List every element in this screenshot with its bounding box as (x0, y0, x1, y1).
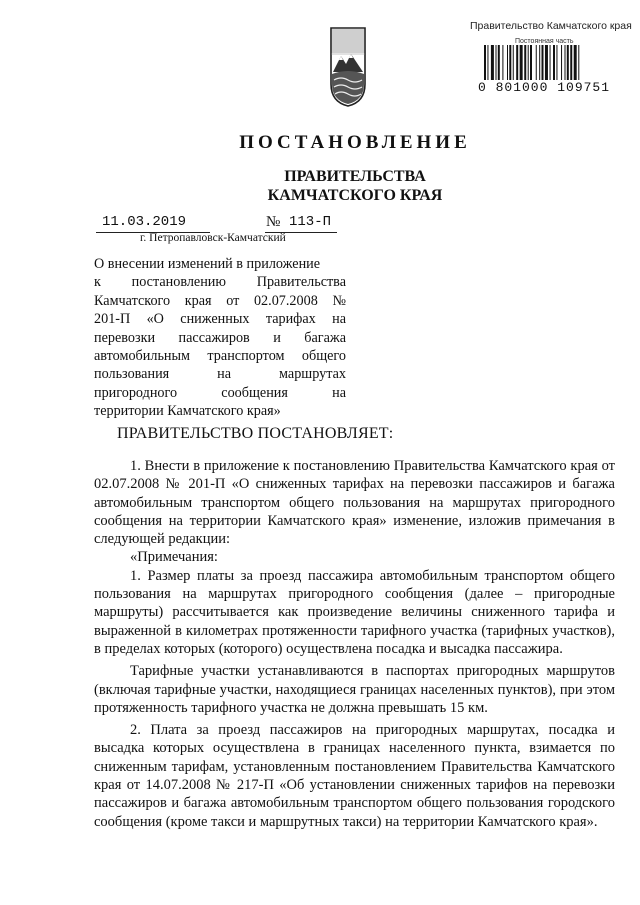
barcode-bar (498, 45, 500, 81)
barcode-bar (516, 45, 518, 81)
resolution-date: 11.03.2019 (102, 214, 187, 230)
paragraph: 1. Размер платы за проезд пассажира автомобильным транспортом общего пользования на маршрутах пригородного сообщения (далее – пригородные маршруты) рассчитывается как произведение величины сниженного тарифа и выраженной в километрах протяженности тарифного участка (тарифных участков), в пределах которых (которого) осуществлена посадка и высадка пассажира. (94, 567, 615, 657)
barcode-bar (502, 45, 503, 81)
barcode-bar (507, 45, 508, 81)
government-line-2: КАМЧАТСКОГО КРАЯ (267, 187, 443, 204)
barcode-bar (496, 45, 497, 81)
barcode-bar (539, 45, 540, 81)
barcode-bar (484, 45, 486, 81)
document-title: ПОСТАНОВЛЕНИЕ (239, 132, 471, 153)
barcode-bar (545, 45, 548, 81)
subject-line: к постановлению Правительства (94, 274, 346, 291)
city: г. Петропавловск-Камчатский (140, 232, 286, 244)
barcode-bar (530, 45, 532, 81)
barcode (484, 45, 620, 81)
resolves-heading: ПРАВИТЕЛЬСТВО ПОСТАНОВЛЯЕТ: (117, 425, 394, 442)
stamp-part-label: Постоянная часть (515, 38, 574, 45)
paragraph: 2. Плата за проезд пассажиров на пригородных маршрутах, посадка и высадка которых осуществлена в границах населенного пункта, взимается по сниженным тарифам, установленным постановлением Правительства Камчатского края от 14.07.2008 № 217-П «Об установлении сниженных тарифов на перевозки пассажиров и багажа автомобильным транспортом общего пользования городского сообщения (кроме такси и маршрутных такси) на территории Камчатского края». (94, 722, 615, 830)
document-body (94, 457, 615, 831)
barcode-bar (487, 45, 488, 81)
subject-line: автомобильным транспортом общего (94, 348, 346, 365)
barcode-bar (578, 45, 579, 81)
barcode-bar (556, 45, 557, 81)
subject-line: Камчатского края от 02.07.2008 № (94, 292, 346, 309)
barcode-bar (513, 45, 514, 81)
subject-block (94, 255, 346, 421)
paragraph: Тарифные участки устанавливаются в паспортах пригородных маршрутов (включая тарифные участки, находящиеся границах населенных пунктов), при этом протяженность тарифного участка не должна превышать 15 км. (94, 663, 615, 716)
barcode-bar (550, 45, 551, 81)
barcode-bar (561, 45, 562, 81)
barcode-bar (509, 45, 511, 81)
barcode-bar (574, 45, 577, 81)
paragraph: «Примечания: (130, 549, 218, 566)
barcode-bar (528, 45, 529, 81)
paragraph: 1. Внести в приложение к постановлению Правительства Камчатского края от 02.07.2008 № 201-П «О сниженных тарифах на перевозки пассажиров и багажа автомобильным транспортом общего пользования на маршрутах пригородного сообщения на территории Камчатского края» изменение, изложив примечания в следующей редакции: (94, 458, 615, 548)
barcode-bar (536, 45, 537, 81)
subject-line: территории Камчатского края» (94, 403, 281, 420)
barcode-number: 0 801000 109751 (478, 80, 628, 95)
subject-line: пригородного сообщения на (94, 384, 346, 401)
kamchatka-emblem-icon (325, 24, 371, 108)
barcode-bar (520, 45, 523, 81)
barcode-bar (567, 45, 569, 81)
barcode-bar (553, 45, 555, 81)
stamp-organization: Правительство Камчатского края (470, 20, 632, 32)
resolution-number: 113-П (289, 214, 332, 230)
subject-line: 201-П «О сниженных тарифах на (94, 311, 346, 328)
government-line-1: ПРАВИТЕЛЬСТВА (284, 168, 426, 185)
subject-line: О внесении изменений в приложение (94, 256, 321, 272)
subject-line: пользования на маршрутах (94, 366, 346, 383)
subject-line: перевозки пассажиров и багажа (94, 329, 346, 346)
number-sign: № (266, 214, 281, 230)
barcode-bar (491, 45, 494, 81)
barcode-bar (565, 45, 566, 81)
barcode-bar (570, 45, 572, 81)
barcode-bar (542, 45, 544, 81)
barcode-bar (524, 45, 526, 81)
